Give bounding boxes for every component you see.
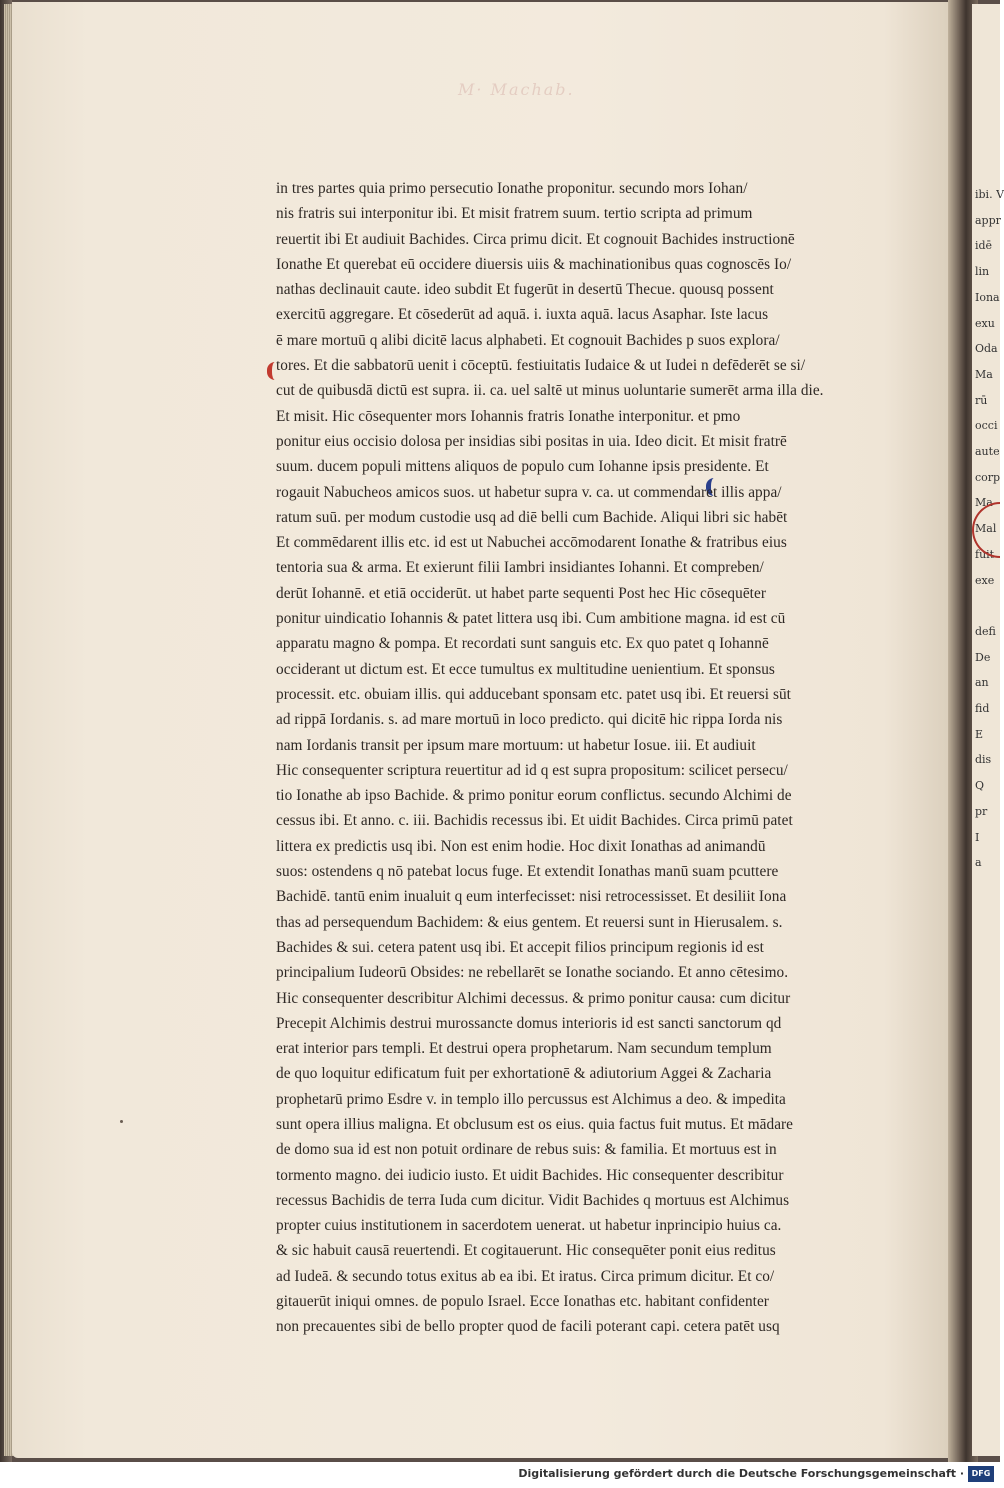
text-line: ē mare mortuū q alibi dicitē lacus alphabeti. Et cognouit Bachides p suos explora/ xyxy=(276,331,780,349)
text-line: principalium Iudeorū Obsides: ne rebellarēt se Ionathe sociando. Et anno cētesimo. xyxy=(276,964,789,982)
commentary-text-block xyxy=(276,176,888,1340)
text-line: Bachidē. tantū enim inualuit q eum interfecisset: nisi retrocessisset. Et desiliit Iona xyxy=(276,888,787,906)
text-line: tio Ionathe ab ipso Bachide. & primo ponitur eorum conflictus. secundo Alchimi de xyxy=(276,787,792,805)
text-line: Ionathe Et querebat eū occidere diuersis uiis & machinationibus quas cognoscēs Io/ xyxy=(276,255,792,273)
text-line: cut de quibusdā dictū est supra. ii. ca. uel saltē ut minus uoluntarie sumerēt arma illa die. xyxy=(276,382,824,400)
text-line: thas ad persequendum Bachidem: & eius gentem. Et reuersi sunt in Hierusalem. s. xyxy=(276,913,783,931)
text-line: nis fratris sui interponitur ibi. Et misit fratrem suum. tertio scripta ad primum xyxy=(276,205,753,223)
text-line: derūt Iohannē. et etiā occiderūt. ut habet parte sequenti Post hec Hic cōsequēter xyxy=(276,584,766,602)
text-line: occiderant ut dictum est. Et ecce tumultus ex multitudine uenientium. Et sponsus xyxy=(276,660,775,678)
text-line: cessus ibi. Et anno. c. iii. Bachidis recessus ibi. Et uidit Bachides. Circa primū patet xyxy=(276,812,793,830)
text-line: Hic consequenter describitur Alchimi decessus. & primo ponitur causa: cum dicitur xyxy=(276,989,791,1007)
text-line: ponitur eius occisio dolosa per insidias sibi positas in uia. Ideo dicit. Et misit fratrē xyxy=(276,432,787,450)
text-line: gitauerūt iniqui omnes. de populo Israel. Ecce Ionathas etc. habitant confidenter xyxy=(276,1293,769,1311)
text-line: suum. ducem populi mittens aliquos de populo cum Iohanne ipsis presidente. Et xyxy=(276,458,769,476)
text-line: tores. Et die sabbatorū uenit i cōceptū. festiuitatis Iudaice & ut Iudei n defēderēt se si/ xyxy=(276,357,806,375)
text-line: Bachides & sui. cetera patent usq ibi. Et accepit filios principum regionis id est xyxy=(276,938,764,956)
text-line: exercitū aggregare. Et cōsederūt ad aquā. i. iuxta aquā. lacus Asaphar. Iste lacus xyxy=(276,306,769,324)
text-line: prophetarū primo Esdre v. in templo illo percussus est Alchimus a deo. & impedita xyxy=(276,1090,786,1108)
text-line: & sic habuit causā reuertendi. Et cogitauerunt. Hic consequēter ponit eius reditus xyxy=(276,1242,776,1260)
text-line: ad Iudeā. & secundo totus exitus ab ea ibi. Et iratus. Circa primum dicitur. Et co/ xyxy=(276,1267,775,1285)
text-line: de quo loquitur edificatum fuit per exhortationē & adiutorium Aggei & Zacharia xyxy=(276,1065,772,1083)
text-line: processit. etc. obuiam illis. qui adducebant sponsam etc. patet usq ibi. Et reuersi sūt xyxy=(276,685,791,703)
text-line: Hic consequenter scriptura reuertitur ad id q est supra propositum: scilicet persecu/ xyxy=(276,761,788,779)
footer-bar xyxy=(0,1462,1000,1488)
text-line: ponitur uindicatio Iohannis & patet littera usq ibi. Cum ambitione magna. id est cū xyxy=(276,610,786,628)
text-line: Precepit Alchimis destrui murossancte domus interioris id est sancti sanctorum qd xyxy=(276,1014,782,1032)
text-line: littera ex predictis usq ibi. Non est enim hodie. Hoc dixit Ionathas ad animandū xyxy=(276,837,766,855)
paper-speck xyxy=(120,1120,123,1123)
text-line: rogauit Nabucheos amicos suos. ut habetur supra v. ca. ut commendaret illis appa/ xyxy=(276,483,782,501)
text-line: non precauentes sibi de bello propter quod de facili poterant capi. cetera patēt usq xyxy=(276,1318,780,1336)
text-line: tormento magno. dei iudicio iusto. Et uidit Bachides. Hic consequenter describitur xyxy=(276,1166,784,1184)
text-line: reuertit ibi Et audiuit Bachides. Circa primu dicit. Et cognouit Bachides instructionē xyxy=(276,230,795,248)
text-line: nathas declinauit caute. ideo subdit Et fugerūt in desertū Thecue. quousq possent xyxy=(276,281,774,299)
text-line: ad rippā Iordanis. s. ad mare mortuū in loco predicto. qui dicitē hic rippa Iorda nis xyxy=(276,711,783,729)
text-line: tentoria sua & arma. Et exierunt filii Iambri insidiantes Iohanni. Et compreben/ xyxy=(276,559,764,577)
text-line: recessus Bachidis de terra Iuda cum dicitur. Vidit Bachides q mortuus est Alchimus xyxy=(276,1191,790,1209)
text-line: apparatu magno & pompa. Et recordati sunt sanguis etc. Ex quo patet q Iohannē xyxy=(276,635,769,653)
text-line: in tres partes quia primo persecutio Ionathe proponitur. secundo mors Iohan/ xyxy=(276,180,748,197)
text-line: propter cuius institutionem in sacerdotem uenerat. ut habetur inprincipio huius ca. xyxy=(276,1217,782,1235)
text-line: suos: ostendens q nō patebat locus fuge. Et extendit Ionathas manū suam pcuttere xyxy=(276,863,779,881)
text-line: nam Iordanis transit per ipsum mare mortuum: ut habetur Iosue. iii. Et audiuit xyxy=(276,736,756,754)
facing-page-text: ibi. V appr idē lin Iona exu Oda Ma rū occi aute corp Ma Mal fuit exe defi De an fid E dis Q pr I a xyxy=(975,188,1004,870)
text-line: de domo sua id est non potuit ordinare de rebus suis: & familia. Et mortuus est in xyxy=(276,1141,777,1159)
facing-page-strip xyxy=(972,4,1004,1456)
footer-credit: Digitalisierung gefördert durch die Deutsche Forschungsgemeinschaft · xyxy=(518,1467,964,1480)
text-line: ratum suū. per modum custodie usq ad diē belli cum Bachide. Aliqui libri sic habēt xyxy=(276,508,788,526)
text-line: Et misit. Hic cōsequenter mors Iohannis fratris Ionathe interponitur. et pmo xyxy=(276,407,741,425)
text-line: erat interior pars templi. Et destrui opera prophetarum. Nam secundum templum xyxy=(276,1040,772,1058)
text-line: Et commēdarent illis etc. id est ut Nabuchei accōmodarent Ionathe & fratribus eius xyxy=(276,534,787,552)
text-line: sunt opera illius maligna. Et obclusum est os eius. quia factus fuit mutus. Et mādare xyxy=(276,1115,794,1133)
dfg-logo: DFG xyxy=(968,1466,994,1482)
running-header-ghost: M· Machab. xyxy=(458,80,575,99)
